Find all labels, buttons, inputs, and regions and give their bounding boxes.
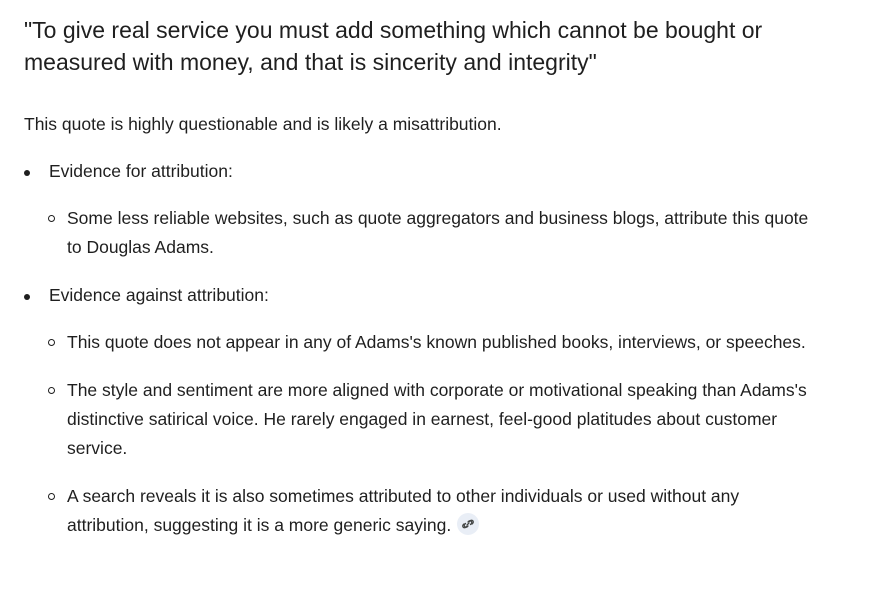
evidence-list [24, 157, 824, 540]
list-item [24, 376, 824, 463]
hollow-bullet-icon [48, 215, 55, 222]
evidence-against-section [24, 281, 824, 540]
link-icon [462, 518, 474, 530]
evidence-against-list [24, 328, 824, 540]
list-item [24, 482, 824, 540]
hollow-bullet-icon [48, 387, 55, 394]
evidence-for-section [24, 157, 824, 262]
quote-title: "To give real service you must add something which cannot be bought or measured with money, and that is sincerity and integrity" [24, 17, 763, 75]
hollow-bullet-icon [48, 339, 55, 346]
list-item-text: A search reveals it is also sometimes attributed to other individuals or used without any attribution, suggesting it is a more generic saying. [67, 486, 740, 535]
list-item-text: The style and sentiment are more aligned with corporate or motivational speaking than Adams's distinctive satirical voice. He rarely engaged in earnest, feel-good platitudes about customer service. [67, 380, 807, 458]
section-heading-for: Evidence for attribution: [49, 161, 233, 181]
evidence-for-list [24, 204, 824, 262]
list-item [24, 204, 824, 262]
summary-text: This quote is highly questionable and is likely a misattribution. [24, 114, 502, 134]
list-item [24, 328, 824, 357]
bullet-icon [24, 170, 30, 176]
bullet-icon [24, 294, 30, 300]
section-heading-against: Evidence against attribution: [49, 285, 269, 305]
response-content [24, 14, 824, 540]
source-link-button[interactable] [457, 513, 479, 535]
list-item-text: This quote does not appear in any of Adams's known published books, interviews, or speeches. [67, 332, 806, 352]
hollow-bullet-icon [48, 493, 55, 500]
list-item-text: Some less reliable websites, such as quote aggregators and business blogs, attribute this quote to Douglas Adams. [67, 208, 809, 257]
